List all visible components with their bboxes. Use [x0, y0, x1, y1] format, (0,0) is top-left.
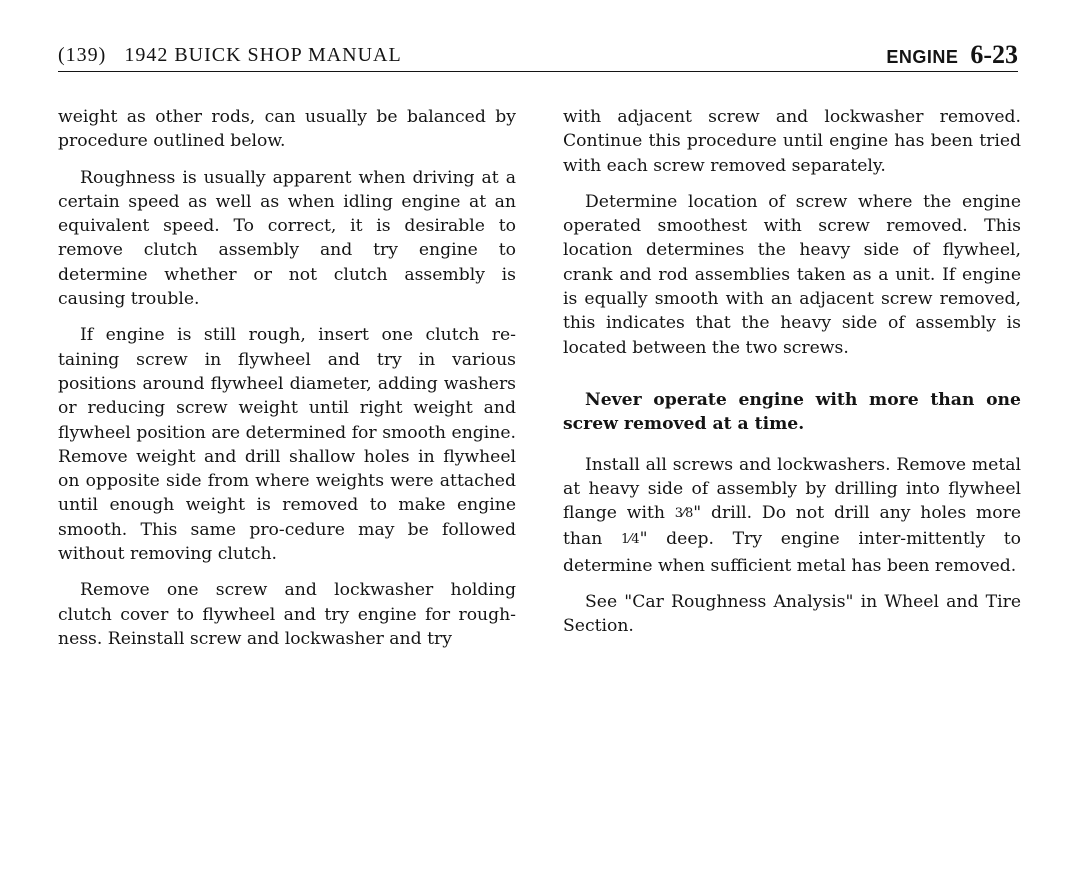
fraction: 3⁄8	[674, 505, 694, 521]
page-header	[58, 40, 1018, 74]
manual-title: 1942 BUICK SHOP MANUAL	[124, 44, 402, 66]
paragraph: Roughness is usually apparent when driving at a certain speed as well as when idling engine at an equivalent speed. To correct, it is desirable to remove clutch assembly and try engine to determine whether or not clutch assembly is causing trouble.	[58, 167, 516, 310]
warning-paragraph: Never operate engine with more than one screw removed at a time.	[563, 389, 1021, 435]
paragraph-text: " drill. Do not drill any holes more than	[563, 503, 1021, 550]
paragraph-text: Install all screws and lockwashers. Remove metal at heavy side of assembly by drilling into flywheel flange with	[563, 454, 1021, 524]
section-page-number: 6-23	[970, 40, 1018, 69]
paragraph: See "Car Roughness Analysis" in Wheel and Tire Section.	[563, 592, 1021, 637]
left-column	[58, 105, 516, 663]
header-right	[886, 40, 1018, 70]
header-rule	[58, 71, 1018, 72]
header-left	[58, 44, 402, 67]
paragraph: with adjacent screw and lockwasher removed. Continue this procedure until engine has been tried with each screw removed separately.	[563, 107, 1021, 176]
right-column	[563, 105, 1021, 651]
paragraph: If engine is still rough, insert one clutch re-taining screw in flywheel and try in various positions around flywheel diameter, adding washers or reducing screw weight until right weight and flywheel position are determined for smooth engine. Remove weight and drill shallow holes in flywheel on opposite side from where weights were attached until enough weight is removed to make engine smooth. This same pro-cedure may be followed without removing clutch.	[58, 325, 516, 565]
paragraph	[563, 453, 1021, 578]
page-number: (139)	[58, 44, 107, 66]
paragraph: weight as other rods, can usually be balanced by procedure outlined below.	[58, 107, 516, 152]
section-label: ENGINE	[886, 47, 959, 67]
paragraph: Remove one screw and lockwasher holding clutch cover to flywheel and try engine for rough-ness. Reinstall screw and lockwasher and try	[58, 580, 516, 649]
paragraph-text: " deep. Try engine inter-mittently to determine when sufficient metal has been removed.	[563, 529, 1021, 576]
fraction: 1⁄4	[621, 532, 640, 548]
paragraph: Determine location of screw where the engine operated smoothest with screw removed. This location determines the heavy side of flywheel, crank and rod assemblies taken as a unit. If engine is equally smooth with an adjacent screw removed, this indicates that the heavy side of assembly is located between the two screws.	[563, 191, 1021, 358]
